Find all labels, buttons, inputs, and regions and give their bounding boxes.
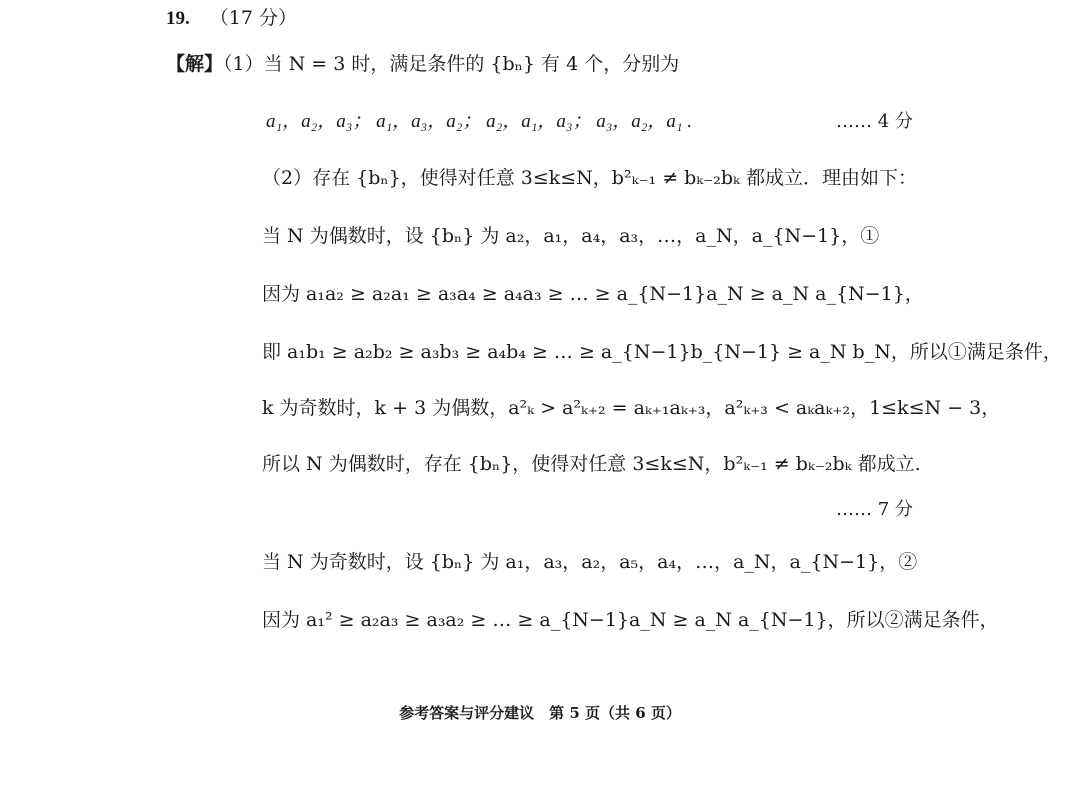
solution-line-6: 即 a₁b₁ ≥ a₂b₂ ≥ a₃b₃ ≥ a₄b₄ ≥ … ≥ a_{N−1}b_{N−1} ≥ a_N b_N，所以①满足条件，: [262, 341, 1062, 363]
solution-line-2: a₁，a₂，a₃； a₁，a₃，a₂； a₂，a₁，a₃； a₃，a₂，a₁ .: [266, 111, 693, 132]
solution-line-5: 因为 a₁a₂ ≥ a₂a₁ ≥ a₃a₄ ≥ a₄a₃ ≥ … ≥ a_{N−1}a_N ≥ a_N a_{N−1}，: [262, 283, 924, 305]
solution-line-10: 因为 a₁² ≥ a₂a₃ ≥ a₃a₂ ≥ … ≥ a_{N−1}a_N ≥ a_N a_{N−1}，所以②满足条件，: [262, 609, 999, 631]
solution-text: （1）当 N = 3 时，满足条件的 {bₙ} 有 4 个，分别为: [223, 53, 680, 75]
solution-lead: 【解】: [166, 53, 224, 75]
solution-line-7: k 为奇数时，k + 3 为偶数，a²ₖ > a²ₖ₊₂ = aₖ₊₁aₖ₊₃，a²ₖ₊₃ < aₖaₖ₊₂，1≤k≤N − 3，: [262, 397, 1001, 419]
score-7: …… 7 分: [836, 499, 913, 520]
solution-line-1: [166, 50, 679, 78]
solution-line-8: 所以 N 为偶数时，存在 {bₙ}，使得对任意 3≤k≤N，b²ₖ₋₁ ≠ bₖ₋₂bₖ 都成立.: [262, 453, 921, 475]
solution-line-3: （2）存在 {bₙ}，使得对任意 3≤k≤N，b²ₖ₋₁ ≠ bₖ₋₂bₖ 都成立．理由如下：: [262, 167, 918, 189]
solution-line-4: 当 N 为偶数时，设 {bₙ} 为 a₂，a₁，a₄，a₃，…，a_N，a_{N−1}，①: [262, 225, 880, 247]
score-4: …… 4 分: [836, 111, 913, 132]
question-header: [166, 4, 297, 33]
question-number: 19.: [166, 8, 190, 29]
page-footer: 参考答案与评分建议 第 5 页（共 6 页）: [399, 704, 681, 722]
question-points: （17 分）: [209, 7, 298, 29]
solution-line-9: 当 N 为奇数时，设 {bₙ} 为 a₁，a₃，a₂，a₅，a₄，…，a_N，a_{N−1}，②: [262, 551, 918, 573]
